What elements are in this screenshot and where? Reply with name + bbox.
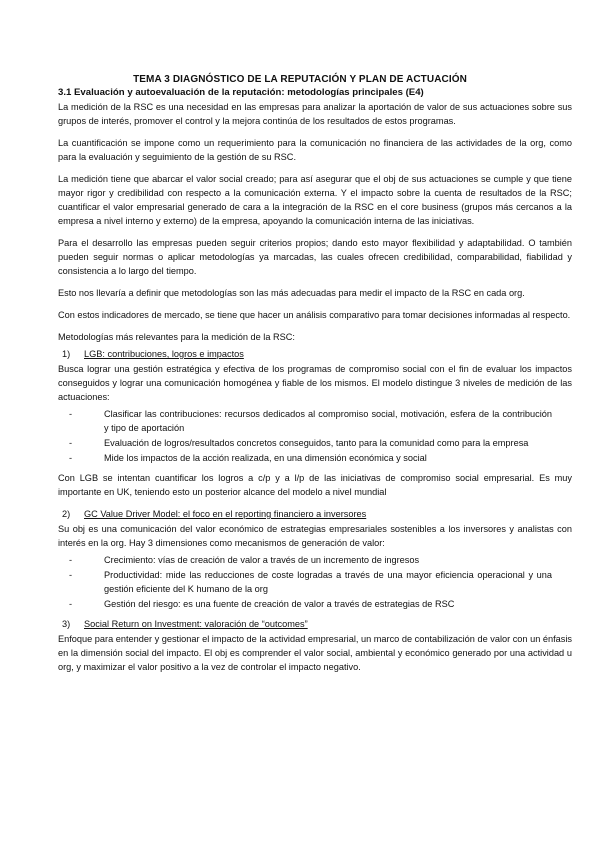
list-item: - Productividad: mide las reducciones de coste logradas a través de una mayor eficiencia operacional y una gestión eficiente del K humano de la org — [58, 568, 572, 596]
method-number: 2) — [62, 509, 71, 519]
paragraph: Metodologías más relevantes para la medición de la RSC: — [58, 332, 295, 342]
paragraph: La medición tiene que abarcar el valor social creado; para así asegurar que el obj de sus actuaciones se cumple y que tiene mayor rigor y credibilidad con respecto a la comunicación externa. Y el impacto sobre la cuenta de resultados de la RSC; cuantificar el valor empresarial generado de cara a la integración de la RSC en el core business (grupos más cercanos a la empresa a nivel interno y externo) de la empresa, apoyando la comunicación interna de las iniciativas. — [58, 174, 572, 226]
bullet-list — [58, 407, 572, 465]
document-body — [58, 86, 572, 682]
method-title: LGB: contribuciones, logros e impactos — [84, 349, 244, 359]
list-item: - Mide los impactos de la acción realizada, en una dimensión económica y social — [58, 451, 572, 465]
method-title: Social Return on Investment: valoración de “outcomes” — [84, 619, 308, 629]
paragraph: La cuantificación se impone como un requerimiento para la comunicación no financiera de las actividades de la org, como para la evaluación y seguimiento de la gestión de su RSC. — [58, 138, 572, 162]
list-item: - Clasificar las contribuciones: recursos dedicados al compromiso social, motivación, esfera de la contribución y tipo de aportación — [58, 407, 572, 435]
list-item: - Crecimiento: vías de creación de valor a través de un incremento de ingresos — [58, 553, 572, 567]
paragraph: Con estos indicadores de mercado, se tiene que hacer un análisis comparativo para tomar decisiones informadas al respecto. — [58, 310, 571, 320]
method-heading — [58, 617, 572, 631]
method-outro: Con LGB se intentan cuantificar los logros a c/p y a l/p de las iniciativas de compromiso social empresarial. Es muy importante en UK, teniendo esto un posterior alcance del modelo a nivel mundial — [58, 473, 572, 497]
section-heading: 3.1 Evaluación y autoevaluación de la reputación: metodologías principales (E4) — [58, 87, 424, 98]
method-intro: Busca lograr una gestión estratégica y efectiva de los programas de compromiso social con el fin de evaluar los impactos conseguidos y lograr una comunicación homogénea y fiable de los mismos. El modelo distingue 3 niveles de medición de las actuaciones: — [58, 364, 572, 402]
list-item: - Evaluación de logros/resultados concretos conseguidos, tanto para la comunidad como para la empresa — [58, 436, 572, 450]
method-intro: Su obj es una comunicación del valor económico de estrategias empresariales sostenibles a los inversores y analistas con interés en la org. Hay 3 dimensiones como mecanismos de generación de valor: — [58, 524, 572, 548]
method-title: GC Value Driver Model: el foco en el reporting financiero a inversores — [84, 509, 367, 519]
bullet-list — [58, 553, 572, 611]
method-heading — [58, 507, 572, 521]
method-number: 3) — [62, 619, 71, 629]
method-heading — [58, 347, 572, 361]
document-title: TEMA 3 DIAGNÓSTICO DE LA REPUTACIÓN Y PLAN DE ACTUACIÓN — [133, 74, 467, 85]
list-item: - Gestión del riesgo: es una fuente de creación de valor a través de estrategias de RSC — [58, 597, 572, 611]
method-number: 1) — [62, 349, 71, 359]
paragraph: La medición de la RSC es una necesidad en las empresas para analizar la aportación de valor de sus actuaciones sobre sus grupos de interés, promover el control y la mejora continúa de los resultados de estos programas. — [58, 102, 572, 126]
paragraph: Para el desarrollo las empresas pueden seguir criterios propios; dando esto mayor flexibilidad y adaptabilidad. O también pueden seguir normas o aplicar metodologías ya marcadas, las cuales ofrecen credibilidad, comparabilidad, fiabilidad y consistencia a lo largo del tiempo. — [58, 238, 572, 276]
method-intro: Enfoque para entender y gestionar el impacto de la actividad empresarial, un marco de contabilización de valor con un énfasis en la dimensión social del impacto. El obj es comprender el valor social, ambiental y económico generado por una actividad u org, y maximizar el valor positivo a la vez de controlar el impacto negativo. — [58, 634, 572, 672]
paragraph: Esto nos llevaría a definir que metodologías son las más adecuadas para medir el impacto de la RSC en cada org. — [58, 288, 525, 298]
